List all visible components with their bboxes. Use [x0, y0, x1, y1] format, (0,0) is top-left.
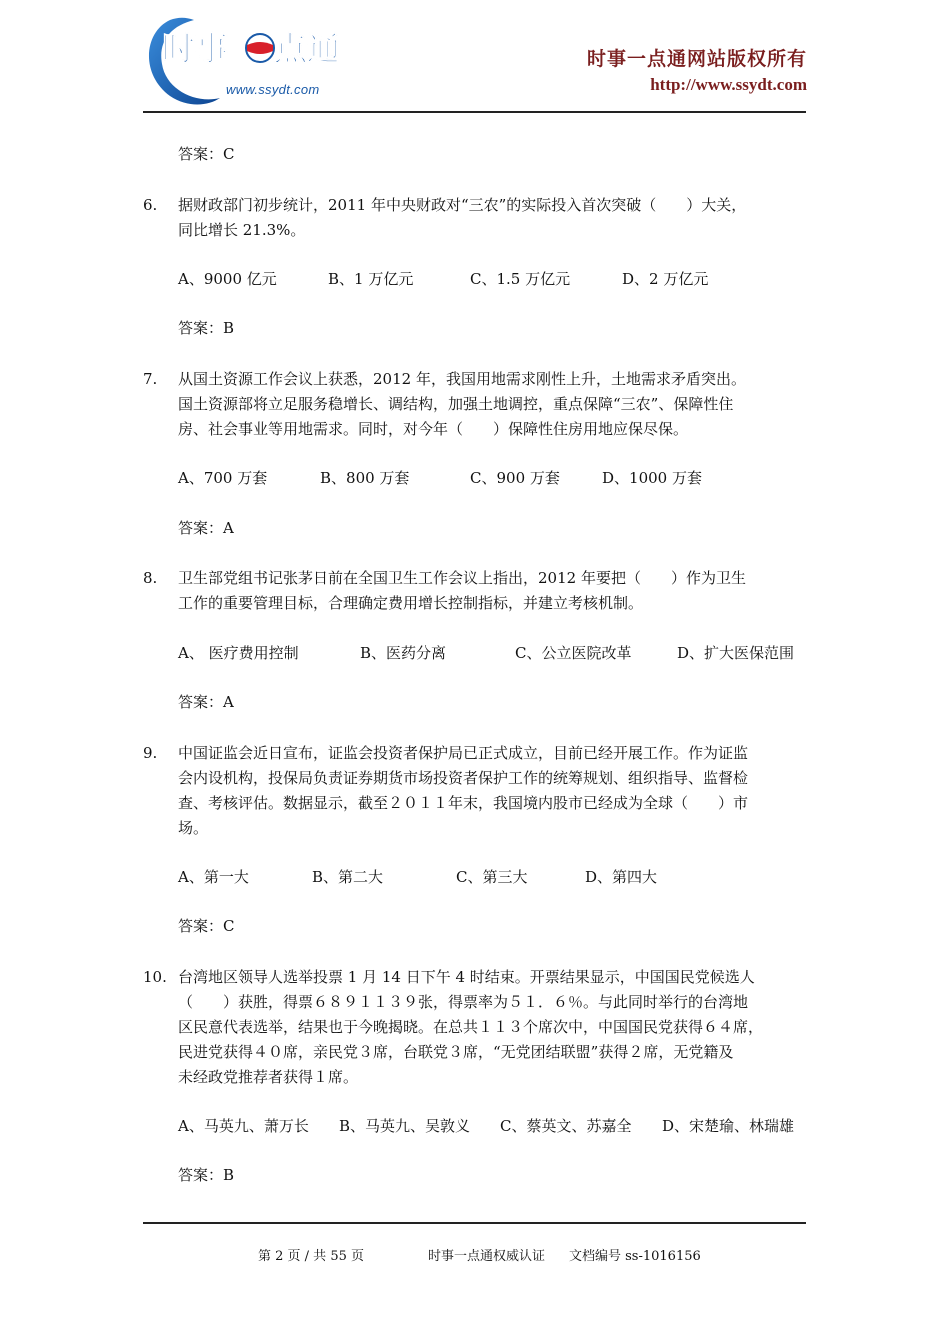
- question-line: 工作的重要管理目标，合理确定费用增长控制指标，并建立考核机制。: [178, 594, 644, 612]
- answer-prefix: 答案：: [178, 145, 224, 163]
- option-a: A、马英九、萧万长: [178, 1117, 309, 1135]
- question-text: [178, 741, 806, 841]
- logo-text-left: 时事: [162, 29, 228, 68]
- cert-label: 时事一点通权威认证: [428, 1249, 546, 1264]
- prev-answer-line: [178, 142, 235, 167]
- question-line: 同比增长 21.3%。: [178, 221, 306, 239]
- header-divider: [143, 111, 806, 113]
- answer-value: A: [223, 693, 234, 711]
- answer-value: C: [223, 917, 235, 935]
- option-c: C、第三大: [456, 868, 528, 886]
- logo-globe-band: [247, 42, 273, 54]
- option-b: B、医药分离: [360, 644, 447, 662]
- question-number: 8.: [143, 569, 158, 587]
- site-url-link[interactable]: http://www.ssydt.com: [650, 75, 807, 94]
- answer-prefix: 答案：: [178, 319, 224, 337]
- question-9: [143, 741, 806, 841]
- option-d: D、宋楚瑜、林瑞雄: [662, 1117, 795, 1135]
- option-a: A、第一大: [178, 868, 249, 886]
- question-line: 未经政党推荐者获得１席。: [178, 1068, 359, 1086]
- answer-line: [178, 516, 234, 541]
- answer-prefix: 答案：: [178, 917, 224, 935]
- question-8: [143, 566, 806, 616]
- question-number: 6.: [143, 196, 158, 214]
- page-indicator: 第 2 页 / 共 55 页: [258, 1249, 364, 1264]
- question-number: 10.: [143, 968, 167, 986]
- answer-value: B: [223, 319, 235, 337]
- question-number: 7.: [143, 370, 158, 388]
- question-line: 卫生部党组书记张茅日前在全国卫生工作会议上指出，2012 年要把（ ）作为卫生: [178, 569, 746, 587]
- option-a: A、 医疗费用控制: [178, 644, 299, 662]
- answer-prefix: 答案：: [178, 1166, 224, 1184]
- question-10: [143, 965, 806, 1090]
- question-6: [143, 193, 806, 243]
- question-line: 房、社会事业等用地需求。同时，对今年（ ）保障性住房用地应保尽保。: [178, 420, 689, 438]
- answer-prefix: 答案：: [178, 693, 224, 711]
- question-line: 查、考核评估。数据显示，截至２０１１年末，我国境内股市已经成为全球（ ）市: [178, 794, 749, 812]
- option-d: D、1000 万套: [602, 469, 702, 487]
- answer-prefix: 答案：: [178, 519, 224, 537]
- doc-number: 文档编号 ss-1016156: [569, 1249, 701, 1264]
- option-c: C、公立医院改革: [515, 644, 632, 662]
- question-line: 从国土资源工作会议上获悉，2012 年，我国用地需求刚性上升，土地需求矛盾突出。: [178, 370, 746, 388]
- answer-line: [178, 316, 234, 341]
- question-text: [178, 965, 806, 1090]
- option-d: D、第四大: [585, 868, 658, 886]
- question-line: 中国证监会近日宣布，证监会投资者保护局已正式成立，目前已经开展工作。作为证监: [178, 744, 749, 762]
- question-line: （ ）获胜，得票６８９１１３９张，得票率为５１．６％。与此同时举行的台湾地: [178, 993, 749, 1011]
- option-d: D、2 万亿元: [622, 270, 709, 288]
- question-line: 台湾地区领导人选举投票 1 月 14 日下午 4 时结束。开票结果显示，中国国民党候选人: [178, 968, 755, 986]
- logo-url: www.ssydt.com: [226, 82, 320, 97]
- copyright-text: 时事一点通网站版权所有: [586, 48, 807, 70]
- answer-value: C: [223, 145, 235, 163]
- option-b: B、1 万亿元: [328, 270, 414, 288]
- answer-line: [178, 1163, 234, 1188]
- answer-value: A: [223, 519, 234, 537]
- option-d: D、扩大医保范围: [677, 644, 795, 662]
- question-line: 场。: [178, 819, 209, 837]
- footer-divider: [143, 1222, 806, 1224]
- option-b: B、马英九、吴敦义: [339, 1117, 471, 1135]
- page-header: [0, 0, 950, 115]
- answer-line: [178, 914, 235, 939]
- ssydt-logo: [140, 12, 375, 107]
- option-c: C、1.5 万亿元: [470, 270, 571, 288]
- option-a: A、9000 亿元: [178, 270, 277, 288]
- option-c: C、900 万套: [470, 469, 560, 487]
- question-7: [143, 367, 806, 442]
- question-line: 区民意代表选举，结果也于今晚揭晓。在总共１１３个席次中，中国国民党获得６４席，: [178, 1018, 764, 1036]
- question-line: 会内设机构，投保局负责证券期货市场投资者保护工作的统筹规划、组织指导、监督检: [178, 769, 749, 787]
- option-c: C、蔡英文、苏嘉全: [500, 1117, 632, 1135]
- answer-value: B: [223, 1166, 235, 1184]
- option-b: B、800 万套: [320, 469, 410, 487]
- copyright-block: [587, 44, 807, 95]
- option-a: A、700 万套: [178, 469, 268, 487]
- question-line: 据财政部门初步统计，2011 年中央财政对“三农”的实际投入首次突破（ ）大关，: [178, 196, 747, 214]
- answer-line: [178, 690, 234, 715]
- question-text: [178, 566, 806, 616]
- question-line: 国土资源部将立足服务稳增长、调结构，加强土地调控，重点保障“三农”、保障性住: [178, 395, 734, 413]
- question-number: 9.: [143, 744, 158, 762]
- question-line: 民进党获得４０席，亲民党３席，台联党３席，“无党团结联盟”获得２席，无党籍及: [178, 1043, 734, 1061]
- option-b: B、第二大: [312, 868, 384, 886]
- question-text: [178, 367, 806, 442]
- logo-text-right: 点通: [274, 29, 340, 68]
- question-text: [178, 193, 806, 243]
